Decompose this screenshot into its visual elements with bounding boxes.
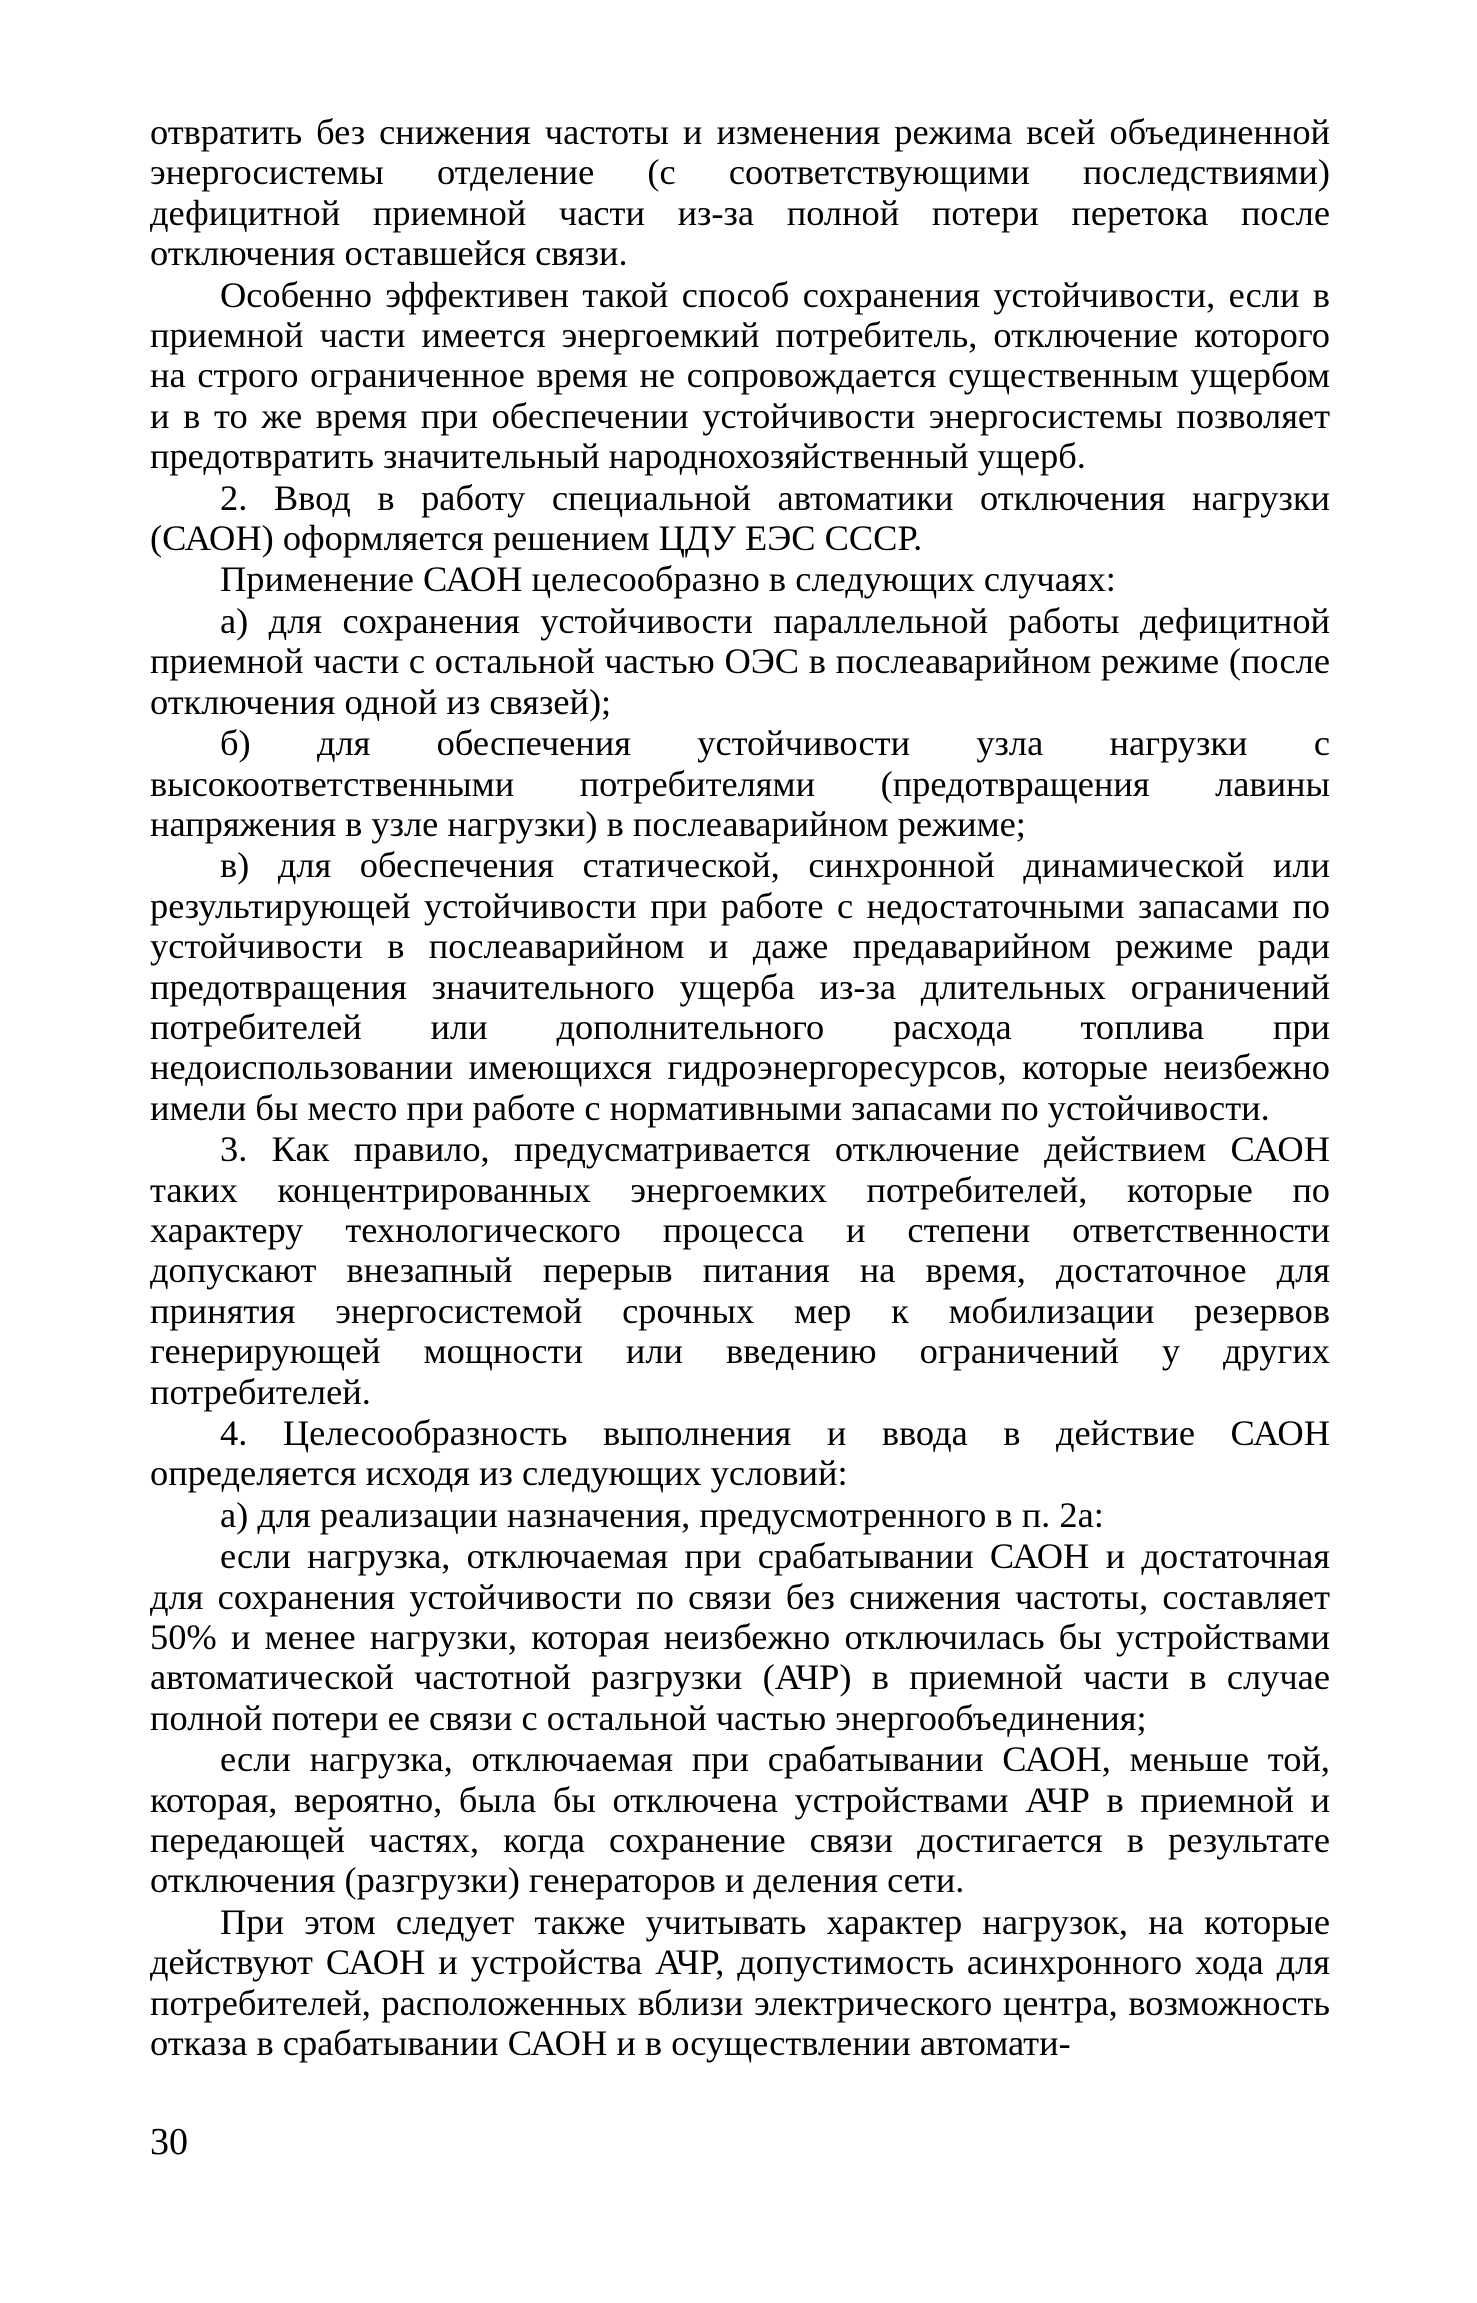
page-number: 30 — [150, 2121, 188, 2163]
paragraph-case-a: а) для сохранения устойчивости параллельной работы дефицитной приемной части с остальной частью ОЭС в послеаварийном режиме (после отключения одной из связей); — [150, 600, 1330, 722]
paragraph-applications-intro: Применение САОН целесообразно в следующих случаях: — [220, 559, 1116, 600]
paragraph-continuation: отвратить без снижения частоты и изменения режима всей объединенной энергосистемы отделение (с соответствующими последствиями) дефицитной приемной части из-за полной потери перетока после отключения оставшейся связи. — [150, 112, 1330, 274]
paragraph-item-3: 3. Как правило, предусматривается отключение действием САОН таких концентрированных энергоемких потребителей, которые по характеру технологического процесса и степени ответственности допускают внезапный перерыв питания на время, достаточное для принятия энергосистемой срочных мер к мобилизации резервов генерирующей мощности или введению ограничений у других потребителей. — [150, 1129, 1330, 1412]
paragraph-item-4a: а) для реализации назначения, предусмотренного в п. 2а: — [220, 1494, 1104, 1535]
paragraph-item-4: 4. Целесообразность выполнения и ввода в действие САОН определяется исходя из следующих условий: — [150, 1413, 1330, 1494]
paragraph-case-b: б) для обеспечения устойчивости узла нагрузки с высокоответственными потребителями (предотвращения лавины напряжения в узле нагрузки) в послеаварийном режиме; — [150, 723, 1330, 844]
page-body — [150, 112, 1330, 2065]
paragraph-condition-2: если нагрузка, отключаемая при срабатывании САОН, меньше той, которая, вероятно, была бы отключена устройствами АЧР в приемной и передающей частях, когда сохранение связи достигается в результате отключения (разгрузки) генераторов и деления сети. — [150, 1739, 1330, 1901]
paragraph-item-2: 2. Ввод в работу специальной автоматики отключения нагрузки (САОН) оформляется решением ЦДУ ЕЭС СССР. — [150, 477, 1330, 559]
paragraph-case-c: в) для обеспечения статической, синхронной динамической или результирующей устойчивости при работе с недостаточными запасами по устойчивости в послеаварийном и даже предаварийном режиме ради предотвращения значительного ущерба из-за длительных ограничений потребителей или дополнительного расхода топлива при недоиспользовании имеющихся гидроэнергоресурсов, которые неизбежно имели бы место при работе с нормативными запасами по устойчивости. — [150, 845, 1330, 1128]
paragraph-effective-method: Особенно эффективен такой способ сохранения устойчивости, если в приемной части имеется энергоемкий потребитель, отключение которого на строго ограниченное время не сопровождается существенным ущербом и в то же время при обеспечении устойчивости энергосистемы позволяет предотвратить значительный народнохозяйственный ущерб. — [150, 274, 1330, 477]
paragraph-condition-1: если нагрузка, отключаемая при срабатывании САОН и достаточная для сохранения устойчивости по связи без снижения частоты, составляет 50% и менее нагрузки, которая неизбежно отключилась бы устройствами автоматической частотной разгрузки (АЧР) в приемной части в случае полной потери ее связи с остальной частью энергообъединения; — [150, 1536, 1330, 1738]
paragraph-load-character: При этом следует также учитывать характер нагрузок, на которые действуют САОН и устройства АЧР, допустимость асинхронного хода для потребителей, расположенных вблизи электрического центра, возможность отказа в срабатывании САОН и в осуществлении автомати- — [150, 1901, 1330, 2064]
